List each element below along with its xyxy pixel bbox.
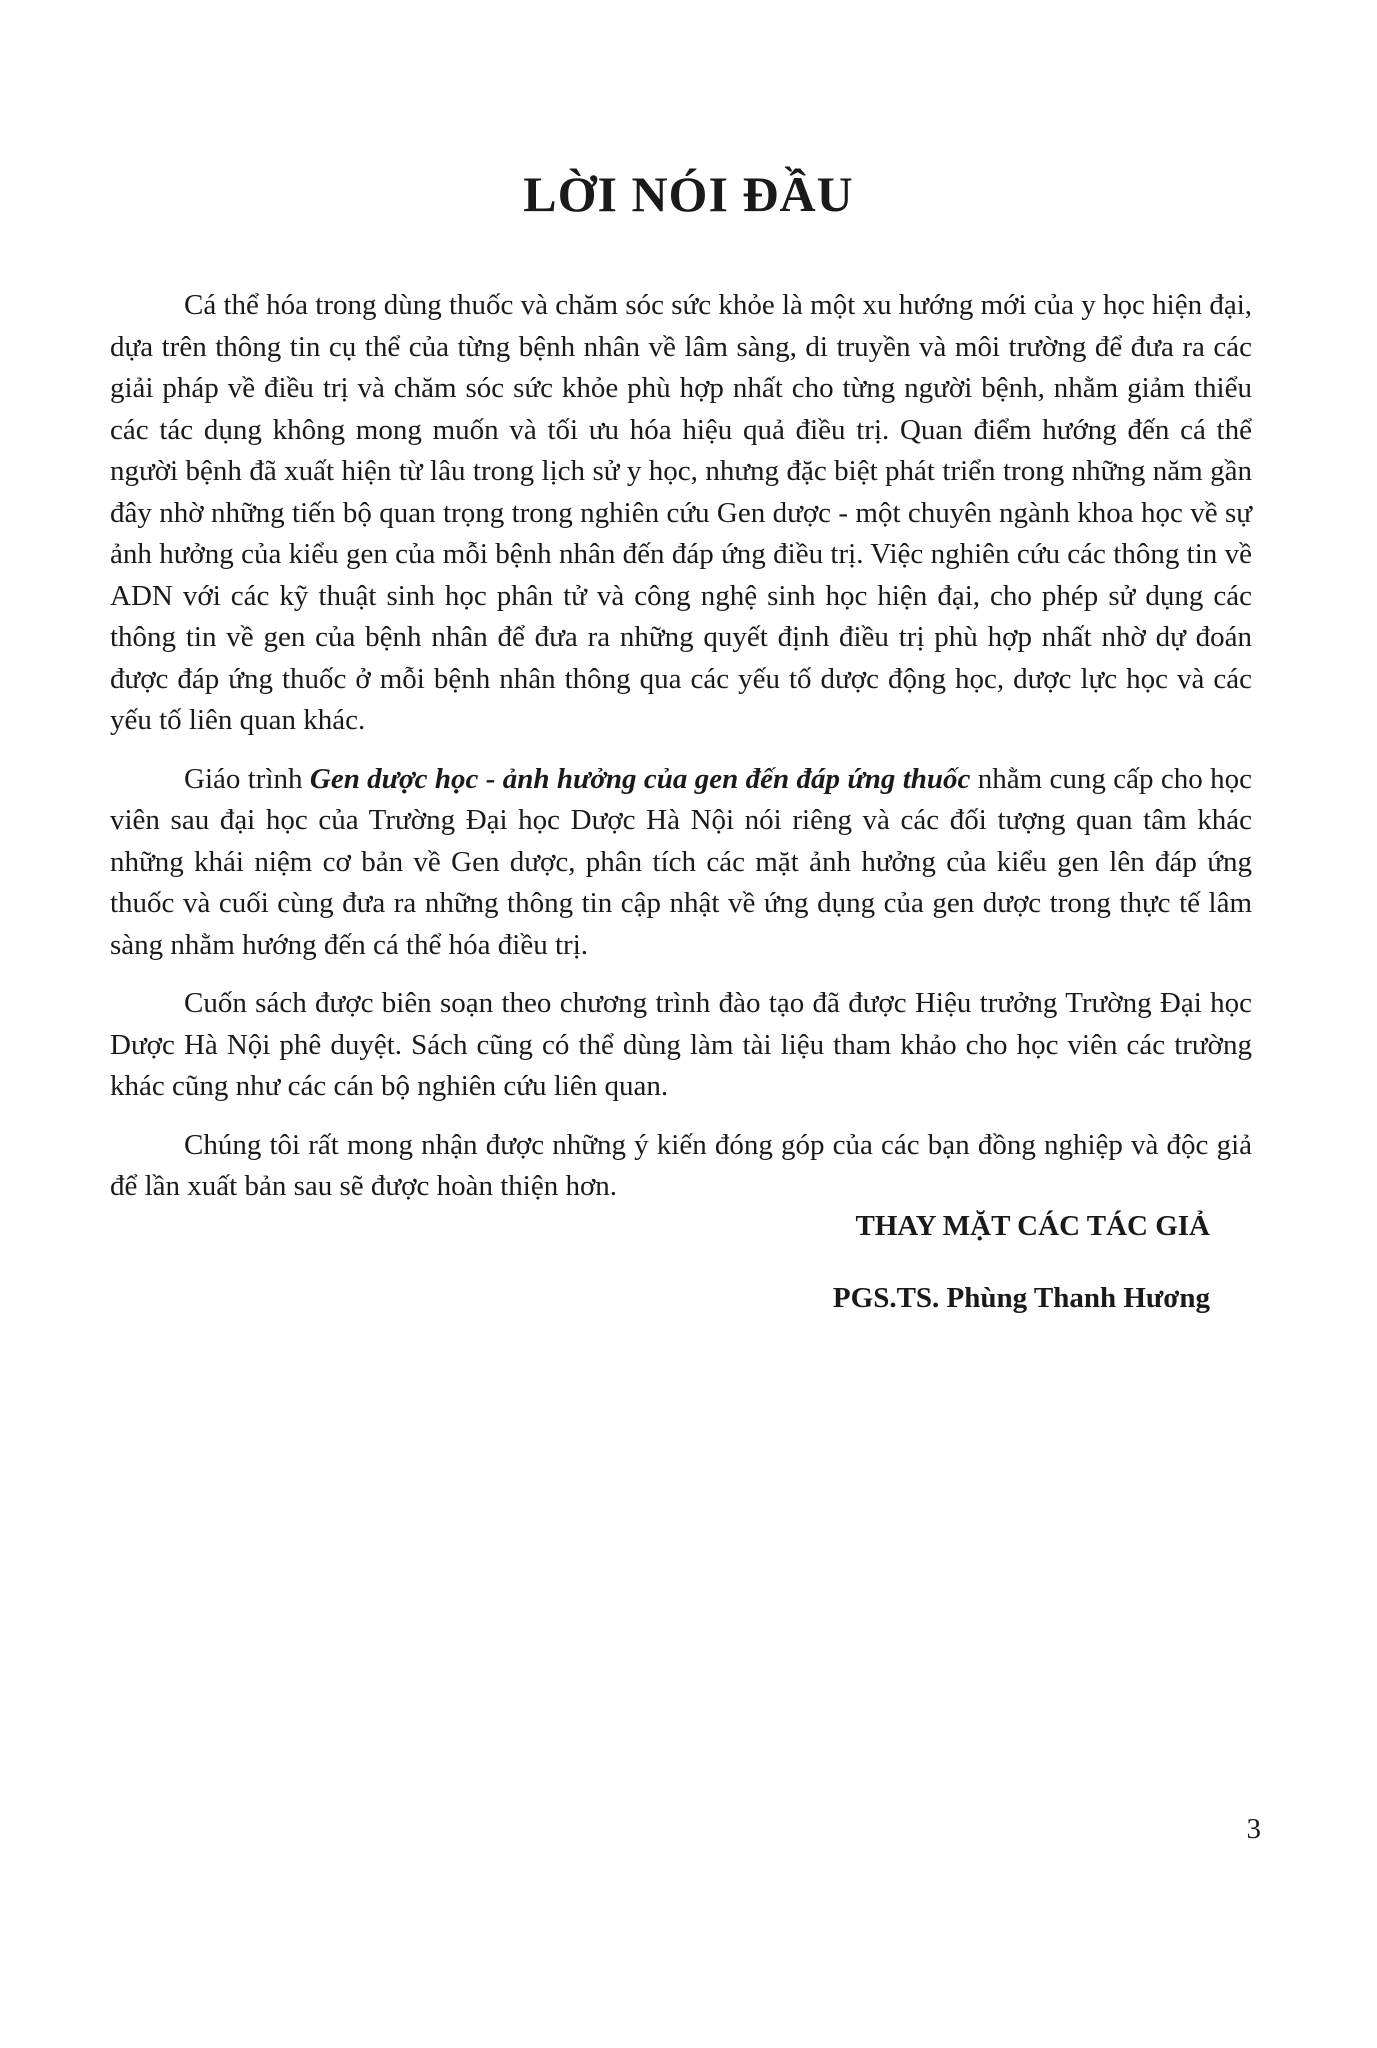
book-title: Gen dược học - ảnh hưởng của gen đến đáp ứng thuốc (309, 762, 971, 795)
paragraph-3: Cuốn sách được biên soạn theo chương trình đào tạo đã được Hiệu trưởng Trường Đại học Dược Hà Nội phê duyệt. Sách cũng có thể dùng làm tài liệu tham khảo cho học viên các trường khác cũng như các cán bộ nghiên cứu liên quan. (110, 987, 1252, 1102)
paragraph-4: Chúng tôi rất mong nhận được những ý kiến đóng góp của các bạn đồng nghiệp và độc giả để lần xuất bản sau sẽ được hoàn thiện hơn. (110, 1128, 1252, 1202)
paragraph-2-rest: nhằm cung cấp cho học viên sau đại học của Trường Đại học Dược Hà Nội nói riêng và các đối tượng quan tâm khác những khái niệm cơ bản về Gen dược, phân tích các mặt ảnh hưởng của kiểu gen lên đáp ứng thuốc và cuối cùng đưa ra những thông tin cập nhật về ứng dụng của gen dược trong thực tế lâm sàng nhằm hướng đến cá thể hóa điều trị. (110, 762, 1252, 961)
paragraph-2-lead: Giáo trình (184, 762, 310, 795)
paragraph-2 (110, 759, 1252, 967)
preface-body (110, 285, 1252, 1225)
paragraph-1: Cá thể hóa trong dùng thuốc và chăm sóc sức khỏe là một xu hướng mới của y học hiện đại, dựa trên thông tin cụ thể của từng bệnh nhân về lâm sàng, di truyền và môi trường để đưa ra các giải pháp về điều trị và chăm sóc sức khỏe phù hợp nhất cho từng người bệnh, nhằm giảm thiểu các tác dụng không mong muốn và tối ưu hóa hiệu quả điều trị. Quan điểm hướng đến cá thể người bệnh đã xuất hiện từ lâu trong lịch sử y học, nhưng đặc biệt phát triển trong những năm gần đây nhờ những tiến bộ quan trọng trong nghiên cứu Gen dược - một chuyên ngành khoa học về sự ảnh hưởng của kiểu gen của mỗi bệnh nhân đến đáp ứng điều trị. Việc nghiên cứu các thông tin về ADN với các kỹ thuật sinh học phân tử và công nghệ sinh học hiện đại, cho phép sử dụng các thông tin về gen của bệnh nhân để đưa ra những quyết định điều trị phù hợp nhất nhờ dự đoán được đáp ứng thuốc ở mỗi bệnh nhân thông qua các yếu tố dược động học, dược lực học và các yếu tố liên quan khác. (110, 289, 1253, 736)
signature-name: PGS.TS. Phùng Thanh Hương (832, 1282, 1210, 1314)
page-title: LỜI NÓI ĐẦU (523, 166, 854, 222)
page-number: 3 (1246, 1813, 1261, 1845)
signature-role: THAY MẶT CÁC TÁC GIẢ (855, 1210, 1210, 1242)
